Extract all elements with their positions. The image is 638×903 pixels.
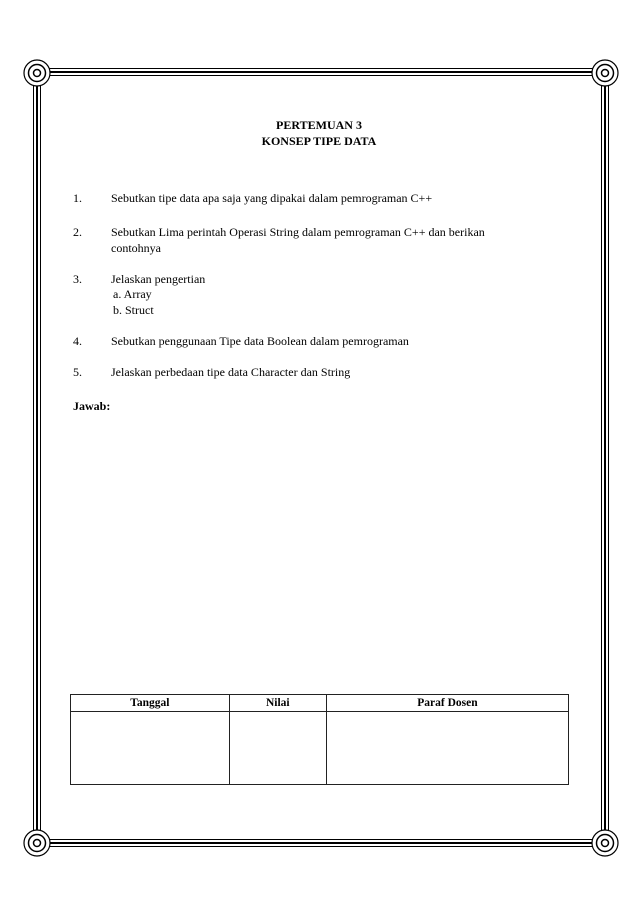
corner-ornament-bottom-left <box>24 830 50 856</box>
sub-item: b. Struct <box>113 303 154 317</box>
question-number: 4. <box>73 334 82 348</box>
column-header-date: Tanggal <box>71 695 230 712</box>
column-header-score: Nilai <box>229 695 326 712</box>
question-number: 1. <box>73 191 82 205</box>
question-text: Sebutkan penggunaan Tipe data Boolean dalam pemrograman <box>111 334 409 348</box>
corner-ornament-top-right <box>592 60 618 86</box>
sub-item: a. Array <box>113 287 152 301</box>
question-number: 5. <box>73 365 82 379</box>
corner-ornament-top-left <box>24 60 50 86</box>
corner-ornament-bottom-right <box>592 830 618 856</box>
page-subtitle: KONSEP TIPE DATA <box>261 134 377 148</box>
question-text-continued: contohnya <box>111 241 161 255</box>
table-header-row <box>71 695 569 712</box>
table-row <box>71 712 569 785</box>
question-text: Sebutkan tipe data apa saja yang dipakai dalam pemrograman C++ <box>111 191 433 205</box>
question-text: Sebutkan Lima perintah Operasi String dalam pemrograman C++ dan berikan <box>111 225 485 239</box>
question-number: 3. <box>73 272 82 286</box>
answer-label: Jawab: <box>73 399 111 413</box>
signature-cell <box>326 712 568 785</box>
question-number: 2. <box>73 225 82 239</box>
page-title: PERTEMUAN 3 <box>276 118 362 132</box>
date-cell <box>71 712 230 785</box>
signature-table <box>70 694 569 785</box>
question-text: Jelaskan perbedaan tipe data Character dan String <box>111 365 351 379</box>
column-header-lecturer-signature: Paraf Dosen <box>326 695 568 712</box>
question-text: Jelaskan pengertian <box>111 272 206 286</box>
score-cell <box>229 712 326 785</box>
